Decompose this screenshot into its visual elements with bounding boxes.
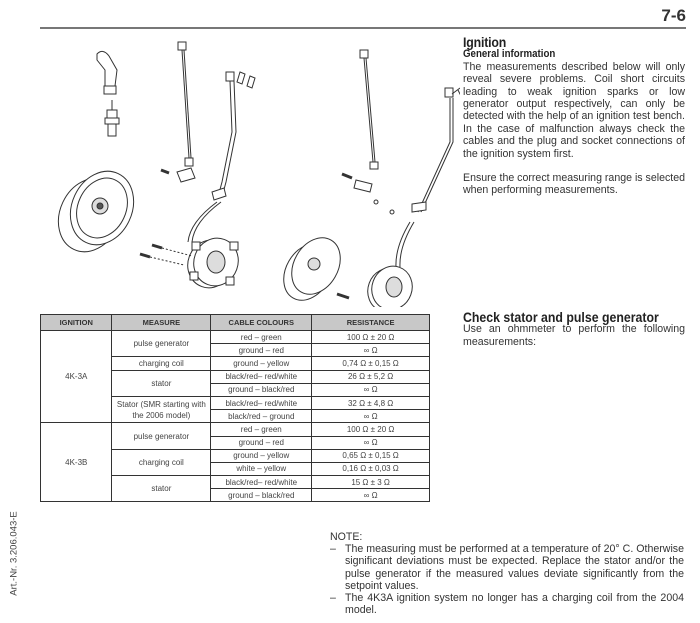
resistance-cell: 0,65 Ω ± 0,15 Ω [312,449,430,462]
section-title-check-stator: Check stator and pulse generator [463,309,659,325]
ignition-section [463,36,685,197]
note-item: – The measuring must be performed at a temperature of 20° C. Otherwise significant deviations must be expected. Replace the stator and/or the pulse generator if the measured values deviate significantly from the setpoint values. [330,543,684,592]
cable-cell: ground – black/red [211,383,312,396]
ignition-paragraph-2: Ensure the correct measuring range is selected when performing measurements. [463,172,685,197]
resistance-cell: 0,74 Ω ± 0,15 Ω [312,357,430,370]
stator-cable-icon [188,72,255,242]
resistance-table [40,314,430,502]
stator-2-cable-icon [396,88,460,267]
table-header-row [41,315,430,331]
section-subtitle-general-information: General information [463,48,556,61]
cable-cell: ground – yellow [211,357,312,370]
resistance-cell: ∞ Ω [312,344,430,357]
table-row [41,423,430,436]
note-label: NOTE: [330,531,363,543]
header-ignition: IGNITION [41,315,112,331]
resistance-cell: 100 Ω ± 20 Ω [312,331,430,344]
note-item: – The 4K3A ignition system no longer has a charging coil from the 2004 model. [330,592,684,616]
ignition-paragraph-1: The measurements described below will only reveal severe problems. Coil short circuits leading to weak ignition sparks or low generator output respectively, can only be detected with the help of an ignition test bench. In the case of malfunction always check the cables and the plug and socket connections of the ignition system first. [463,60,685,160]
resistance-cell: 15 Ω ± 3 Ω [312,476,430,489]
cable-cell: ground – red [211,344,312,357]
measure-cell: charging coil [112,357,211,370]
measure-cell: stator [112,370,211,396]
cable-cell: red – green [211,331,312,344]
pulse-generator-2-icon [342,50,394,214]
cable-cell: black/red– red/white [211,370,312,383]
ignition-cell: 4K-3A [41,331,112,423]
resistance-cell: 0,16 Ω ± 0,03 Ω [312,462,430,475]
spark-plug-cap-icon [97,51,117,94]
header-cable-colours: CABLE COLOURS [211,315,312,331]
ignition-components-illustration [40,32,460,307]
page-number: 7-6 [661,6,686,25]
cable-cell: black/red – ground [211,410,312,423]
measure-cell: stator [112,476,211,502]
resistance-cell: ∞ Ω [312,410,430,423]
resistance-cell: 26 Ω ± 5,2 Ω [312,370,430,383]
check-paragraph: Use an ohmmeter to perform the following measurements: [463,323,685,348]
cable-cell: black/red– red/white [211,396,312,409]
header-measure: MEASURE [112,315,211,331]
resistance-cell: 32 Ω ± 4,8 Ω [312,396,430,409]
cable-cell: white – yellow [211,462,312,475]
header-resistance: RESISTANCE [312,315,430,331]
flywheel-rotor-2-icon [274,229,350,307]
cable-cell: ground – black/red [211,489,312,502]
header-rule [40,27,686,29]
resistance-cell: ∞ Ω [312,489,430,502]
measure-cell: Stator (SMR starting with the 2006 model) [112,396,211,422]
cable-cell: ground – red [211,436,312,449]
flywheel-rotor-icon [47,161,145,262]
note-list [330,543,684,616]
section-title-ignition: Ignition [463,34,507,50]
cable-cell: ground – yellow [211,449,312,462]
check-section [463,311,685,348]
cable-cell: red – green [211,423,312,436]
stator-2-icon [362,260,419,307]
spark-plug-icon [105,100,119,136]
resistance-cell: ∞ Ω [312,436,430,449]
article-number-text: Art.-Nr. 3.206.043-E [8,511,20,596]
measure-cell: pulse generator [112,423,211,449]
table-row [41,331,430,344]
resistance-cell: ∞ Ω [312,383,430,396]
ignition-cell: 4K-3B [41,423,112,502]
note-section [330,531,684,616]
measure-cell: charging coil [112,449,211,475]
measure-cell: pulse generator [112,331,211,357]
cable-cell: black/red– red/white [211,476,312,489]
article-number [2,500,18,620]
pulse-generator-icon [161,42,195,182]
resistance-cell: 100 Ω ± 20 Ω [312,423,430,436]
